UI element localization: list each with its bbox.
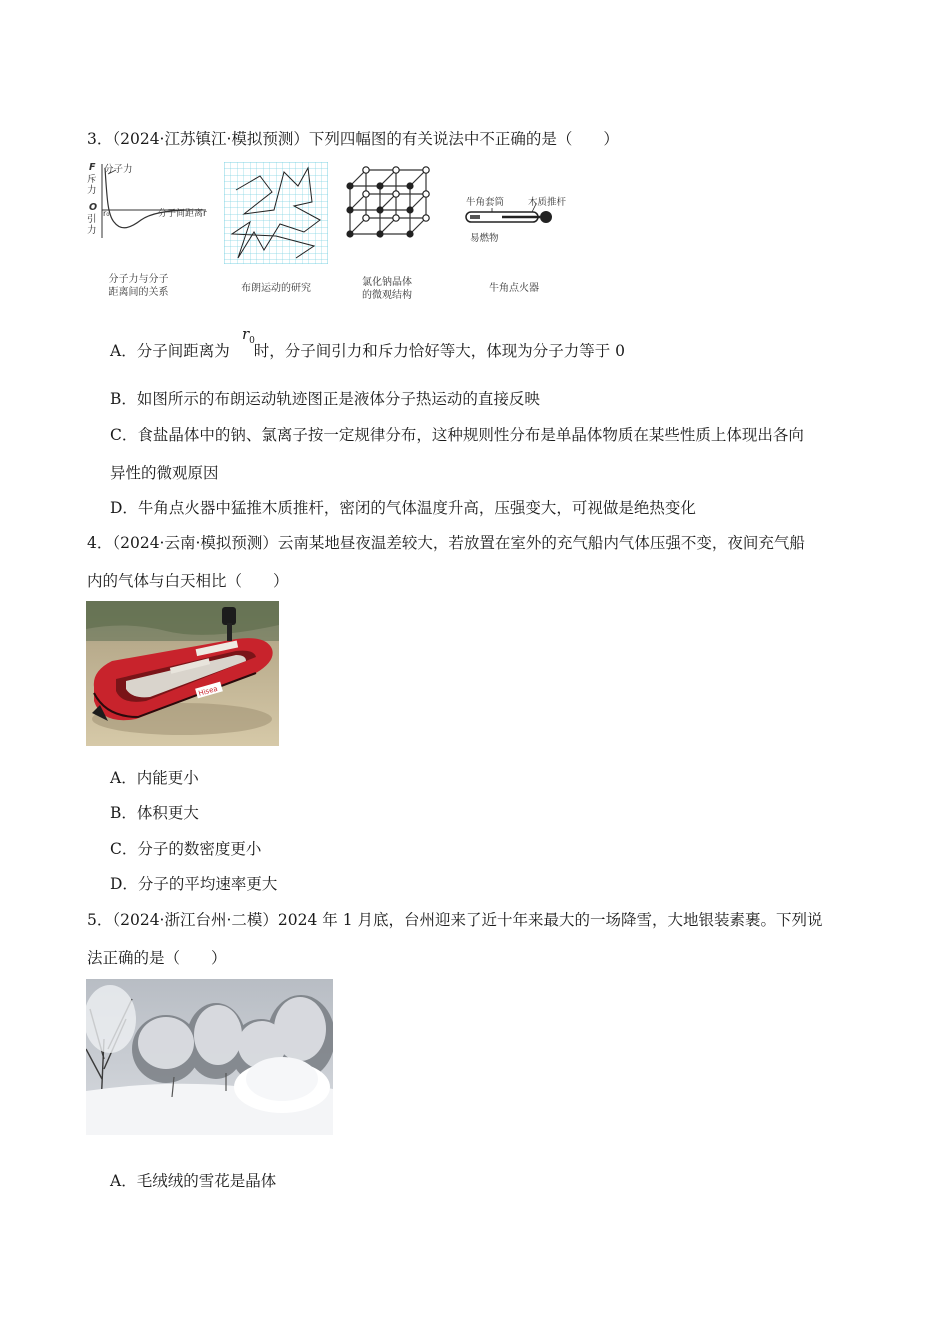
sleeve-label: 牛角套筒 <box>466 197 505 208</box>
boat-image <box>86 601 279 746</box>
snow-scene-photo <box>86 979 333 1135</box>
q5-stem: 5．（2024·浙江台州·二模）2024 年 1 月底，台州迎来了近十年来最大的一场降雪，大地银装素裹。下列说 <box>87 911 823 929</box>
r0-letter: r <box>242 325 250 343</box>
crystal-lattice <box>346 166 430 244</box>
q4-option-b: B．体积更大 <box>110 804 199 822</box>
q4-option-c: C．分子的数密度更小 <box>110 840 262 858</box>
fig3-caption: 氯化钠晶体 的微观结构 <box>362 277 412 301</box>
x-axis-label: 分子间距离r <box>158 209 207 219</box>
fig4-caption: 牛角点火器 <box>489 283 539 294</box>
brownian-motion-figure <box>224 162 330 302</box>
q3-option-b: B．如图所示的布朗运动轨迹图正是液体分子热运动的直接反映 <box>110 390 540 408</box>
q3-option-a <box>110 340 625 362</box>
rod-label: 木质推杆 <box>528 197 567 208</box>
axis-f-label: F <box>89 162 96 173</box>
q3-option-a-prefix: A．分子间距离为 <box>110 342 230 360</box>
repulsion-label: 斥力 <box>87 174 97 196</box>
q3-option-c-cont: 异性的微观原因 <box>110 464 219 482</box>
q5-stem-cont: 法正确的是（ ） <box>87 949 227 967</box>
r0-subscript: 0 <box>249 336 255 346</box>
fig2-caption: 布朗运动的研究 <box>241 283 311 294</box>
nacl-crystal-figure <box>346 166 436 306</box>
brownian-grid <box>224 162 328 264</box>
fuel-label: 易燃物 <box>470 233 499 244</box>
force-distance-figure <box>86 160 216 300</box>
curve-label: 分子力 <box>104 164 133 175</box>
q3-stem: 3．（2024·江苏镇江·模拟预测）下列四幅图的有关说法中不正确的是（ ） <box>87 130 619 148</box>
inflatable-boat-photo <box>86 601 279 746</box>
r0-mark: r₀ <box>103 209 110 218</box>
fig1-caption: 分子力与分子 距离间的关系 <box>108 274 169 298</box>
attraction-label: 引力 <box>87 214 97 236</box>
q4-option-d: D．分子的平均速率更大 <box>110 875 278 893</box>
q3-option-a-suffix: 时，分子间引力和斥力恰好等大，体现为分子力等于 0 <box>253 342 625 360</box>
q5-option-a: A．毛绒绒的雪花是晶体 <box>110 1172 277 1190</box>
q4-stem-cont: 内的气体与白天相比（ ） <box>87 572 289 590</box>
q4-stem: 4．（2024·云南·模拟预测）云南某地昼夜温差较大，若放置在室外的充气船内气体压强不变，夜间充气船 <box>87 534 805 552</box>
fire-piston-figure <box>462 190 582 300</box>
q3-option-d: D．牛角点火器中猛推木质推杆，密闭的气体温度升高，压强变大，可视做是绝热变化 <box>110 499 696 517</box>
r0-symbol <box>242 325 255 346</box>
boat-brand-text: Hisea <box>197 684 219 698</box>
q3-option-c: C．食盐晶体中的钠、氯离子按一定规律分布，这种规则性分布是单晶体物质在某些性质上体现出各向 <box>110 426 804 444</box>
snow-image <box>86 979 333 1135</box>
origin-label: O <box>89 202 98 213</box>
q4-option-a: A．内能更小 <box>110 769 199 787</box>
